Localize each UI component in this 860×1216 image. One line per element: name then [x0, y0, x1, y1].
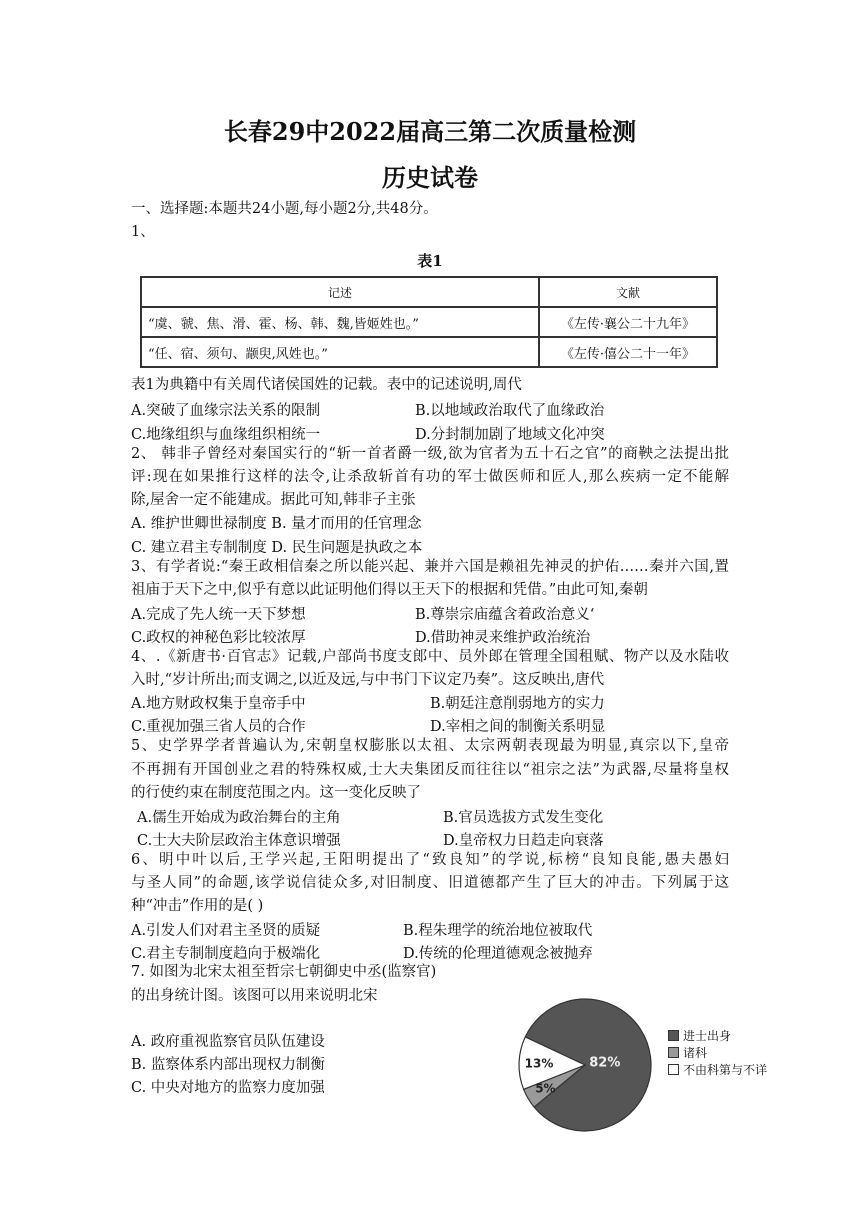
legend-label: 不由科第与不详 — [683, 1063, 768, 1077]
pie-chart — [510, 990, 660, 1140]
q4-option-a: A.地方财政权集于皇帝手中 — [131, 696, 306, 712]
q5-line: 不再拥有开国创业之君的特殊权威,士大夫集团反而往往以“祖宗之法”为武器,尽量将皇权 — [131, 762, 729, 778]
q5-option-a: A.儒生开始成为政治舞台的主角 — [137, 810, 341, 826]
q5-option-c: C.士大夫阶层政治主体意识增强 — [137, 833, 341, 849]
q5-line: 5、史学界学者普遍认为,宋朝皇权膨胀以太祖、太宗两朝表现最为明显,真宗以下,皇帝 — [131, 738, 729, 754]
pie-label-2: 5% — [535, 1081, 556, 1096]
q1-option-d: D.分封制加剧了地域文化冲突 — [415, 427, 605, 443]
q1-number: 1、 — [131, 224, 155, 240]
q7-option-c: C. 中央对地方的监察力度加强 — [131, 1080, 325, 1096]
q2-options-cd: C. 建立君主专制制度 D. 民生问题是执政之本 — [131, 540, 423, 556]
q1-option-a: A.突破了血缘宗法关系的限制 — [131, 403, 321, 419]
q3-line: 3、有学者说:“秦王政相信秦之所以能兴起、兼并六国是赖祖先神灵的护佑……秦并六国,置 — [131, 559, 729, 575]
q4-option-d: D.宰相之间的制衡关系明显 — [430, 719, 606, 735]
q4-line: 入时,“岁计所出;而支调之,以近及远,与中书门下议定乃奏”。这反映出,唐代 — [131, 672, 605, 688]
table-title: 表1 — [417, 252, 443, 270]
q3-option-a: A.完成了先人统一天下梦想 — [131, 607, 306, 623]
q3-option-d: D.借助神灵来维护政治统治 — [415, 630, 591, 646]
page-subtitle: 历史试卷 — [382, 163, 478, 192]
table-row — [141, 307, 717, 337]
q3-option-b: B.尊崇宗庙蕴含着政治意义‘ — [415, 607, 595, 623]
table-cell: 《左传·僖公二十一年》 — [539, 337, 717, 367]
q5-line: 的行使约束在制度范围之内。这一变化反映了 — [131, 785, 421, 801]
q6-option-c: C.君主专制制度趋向于极端化 — [131, 946, 321, 962]
q6-option-b: B.程朱理学的统治地位被取代 — [403, 923, 593, 939]
q2-line: 2、 韩非子曾经对秦国实行的“斩一首者爵一级,欲为官者为五十石之官”的商鞅之法提出批 — [131, 446, 729, 462]
legend-item — [668, 1061, 767, 1078]
page-title: 长春29中2022届高三第二次质量检测 — [223, 117, 637, 146]
q5-option-d: D.皇帝权力日趋走向衰落 — [443, 833, 604, 849]
q3-option-c: C.政权的神秘色彩比较浓厚 — [131, 630, 306, 646]
q2-options-ab: A. 维护世卿世禄制度 B. 量才而用的任官理念 — [131, 516, 422, 532]
table-cell: “虞、虢、焦、滑、霍、杨、韩、魏,皆姬姓也。” — [141, 307, 539, 337]
table-row — [141, 337, 717, 367]
q6-option-d: D.传统的伦理道德观念被抛弃 — [403, 946, 593, 962]
q7-line: 的出身统计图。该图可以用来说明北宋 — [131, 988, 378, 1004]
table-cell: “任、宿、须句、颛臾,风姓也。” — [141, 337, 539, 367]
q6-line: 种“冲击”作用的是( ) — [131, 898, 264, 914]
source-table — [140, 276, 718, 368]
q4-option-c: C.重视加强三省人员的合作 — [131, 719, 306, 735]
pie-label-3: 13% — [524, 1056, 554, 1071]
table-header-row — [141, 277, 717, 307]
q4-line: 4、.《新唐书·百官志》记载,户部尚书度支郎中、员外郎在管理全国租赋、物产以及水陆收 — [131, 649, 729, 665]
table-cell: 《左传·襄公二十九年》 — [539, 307, 717, 337]
q7-line: 7. 如图为北宋太祖至哲宗七朝御史中丞(监察官) — [131, 964, 437, 980]
q3-line: 祖庙于天下之中,似乎有意以此证明他们得以王天下的根据和凭借。”由此可知,秦朝 — [131, 582, 648, 598]
legend-swatch — [668, 1047, 679, 1058]
pie-label-1: 82% — [589, 1055, 621, 1071]
section-heading: 一、选择题:本题共24小题,每小题2分,共48分。 — [131, 201, 438, 217]
q5-option-b: B.官员选拔方式发生变化 — [443, 810, 604, 826]
q1-option-b: B.以地域政治取代了血缘政治 — [415, 403, 605, 419]
q7-option-a: A. 政府重视监察官员队伍建设 — [131, 1034, 325, 1050]
legend-label: 诸科 — [683, 1046, 708, 1060]
q1-stem: 表1为典籍中有关周代诸侯国姓的记载。表中的记述说明,周代 — [131, 377, 522, 393]
q2-line: 评:现在如果推行这样的法令,让杀敌斩首有功的军士做医师和匠人,那么疾病一定不能解 — [131, 469, 729, 485]
legend-swatch — [668, 1030, 679, 1041]
legend-swatch — [668, 1064, 679, 1075]
q6-option-a: A.引发人们对君主圣贤的质疑 — [131, 923, 321, 939]
table-header-cell: 记述 — [141, 277, 539, 307]
q6-line: 6、明中叶以后,王学兴起,王阳明提出了“致良知”的学说,标榜“良知良能,愚夫愚妇 — [131, 852, 729, 868]
q4-option-b: B.朝廷注意削弱地方的实力 — [430, 696, 605, 712]
q2-line: 除,屋舍一定不能建成。据此可知,韩非子主张 — [131, 492, 416, 508]
table-header-cell: 文献 — [539, 277, 717, 307]
q1-option-c: C.地缘组织与血缘组织相统一 — [131, 427, 321, 443]
q7-option-b: B. 监察体系内部出现权力制衡 — [131, 1057, 325, 1073]
legend-label: 进士出身 — [683, 1029, 732, 1043]
legend-item — [668, 1044, 707, 1061]
q6-line: 与圣人同”的命题,该学说信徒众多,对旧制度、旧道德都产生了巨大的冲击。下列属于这 — [131, 875, 729, 891]
legend-item — [668, 1027, 731, 1044]
